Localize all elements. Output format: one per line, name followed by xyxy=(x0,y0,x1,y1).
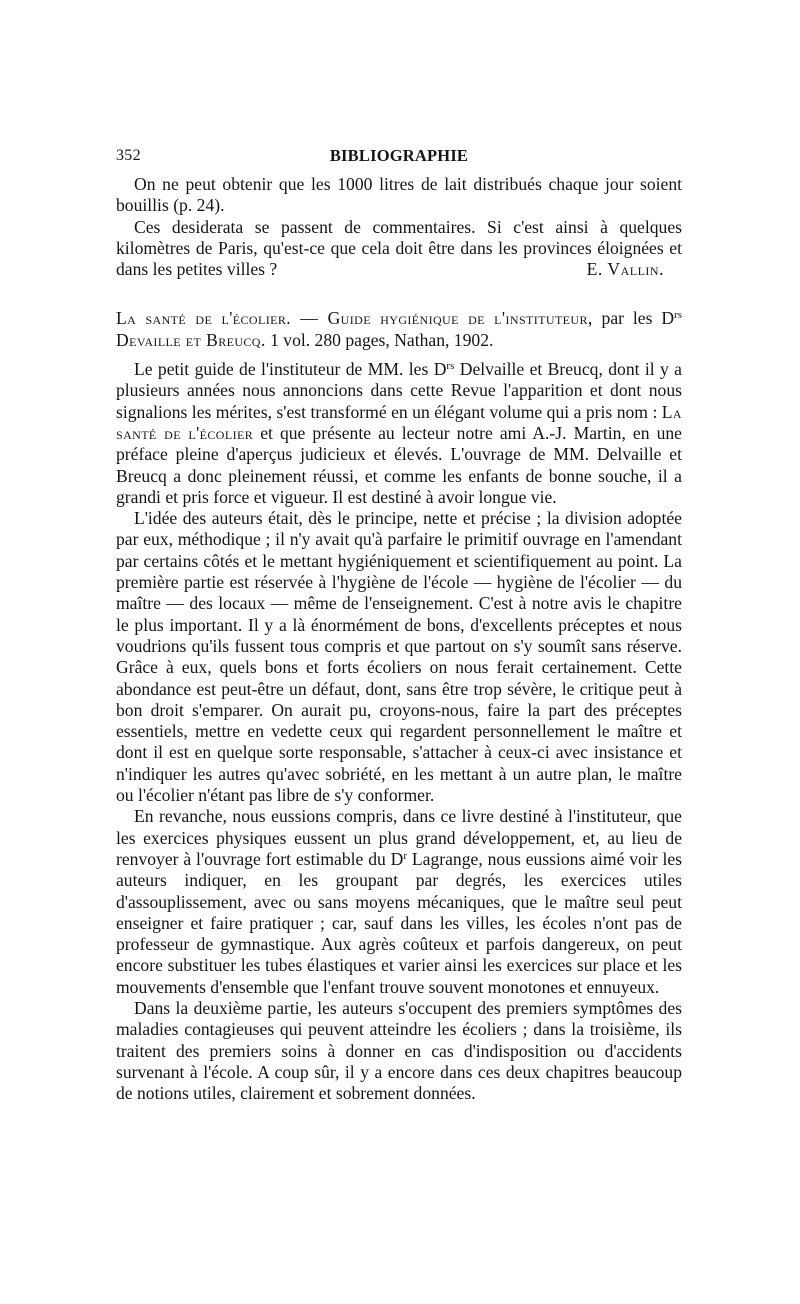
book-title-inline: La santé de l'écolier xyxy=(116,401,682,443)
review-paragraph: Dans la deuxième partie, les auteurs s'occupent des premiers symptômes des maladies contagieuses qui peuvent atteindre les écoliers ; dans la troisième, ils traitent des premiers soins à donner en cas d'indisposition ou d'accidents survenant à l'école. A coup sûr, il y a encore dans ces deux chapitres beaucoup de notions utiles, clairement et sobrement données. xyxy=(116,997,682,1104)
dr-superscript: r xyxy=(403,849,408,862)
review-heading xyxy=(116,308,682,351)
paragraph-text: Le petit guide de l'instituteur de MM. les D xyxy=(134,359,447,380)
paragraph-text: En revanche, nous eussions compris, dans ce livre destiné à l'instituteur, que les exercices physiques eussent un plus grand développement, et, au lieu de renvoyer à l'ouvrage fort estimable du D xyxy=(116,806,682,869)
book-authors: Devaille et Breucq. xyxy=(116,329,266,350)
review-signature: E. Vallin. xyxy=(586,259,664,280)
paragraph-text: Ces desiderata se passent de commentaires. Si c'est ainsi à quelques kilomètres de Paris, qu'est-ce que cela doit être dans les provinces éloignées et dans les petites villes ? xyxy=(116,216,682,280)
by-text: par les xyxy=(601,308,653,329)
book-page xyxy=(116,140,682,1104)
drs-superscript: rs xyxy=(446,360,455,373)
publication-info: 1 vol. 280 pages, Nathan, 1902. xyxy=(270,329,494,350)
page-number: 352 xyxy=(116,147,141,164)
book-title: La santé de l'écolier. — Guide hygiénique de l'instituteur, xyxy=(116,308,593,329)
previous-review-paragraph: On ne peut obtenir que les 1000 litres de lait distribués chaque jour soient bouillis (p. 24). xyxy=(116,174,682,216)
previous-review-paragraph xyxy=(116,217,682,281)
paragraph-text: Delvaille et Breucq, dont il y a plusieurs années nous annoncions dans cette Revue l'apparition et dont nous signalions les mérites, s'est transformé en un élégant volume qui a pris nom : xyxy=(116,359,682,422)
drs-prefix: D xyxy=(661,308,675,329)
paragraph-text: Lagrange, nous eussions aimé voir les auteurs indiquer, en les groupant par degrés, les exercices utiles d'assouplissement, avec ou sans moyens mécaniques, que le maître seul peut enseigner et faire pratiquer ; car, sauf dans les villes, les écoles n'ont pas de professeur de gymnastique. Aux agrès coûteux et parfois dangereux, on peut encore substituer les tubes élastiques et varier ainsi les exercices sur place et les mouvements d'ensemble que l'enfant trouve souvent monotones et ennuyeux. xyxy=(116,848,682,997)
review-paragraph xyxy=(116,359,682,508)
review-paragraph xyxy=(116,806,682,998)
review-paragraph: L'idée des auteurs était, dès le principe, nette et précise ; la division adoptée par eux, méthodique ; il n'y avait qu'à parfaire le primitif ouvrage en l'amendant par certains côtés et le mettant hygiéniquement et scientifiquement au point. La première partie est réservée à l'hygiène de l'école — hygiène de l'écolier — du maître — des locaux — même de l'enseignement. C'est à notre avis le chapitre le plus important. Il y a là énormément de bons, d'excellents préceptes et nous voudrions qu'ils fussent tous compris et que partout on s'y soumît sans réserve. Grâce à eux, quels bons et forts écoliers on nous ferait certainement. Cette abondance est peut-être un défaut, dont, sans être trop sévère, le critique peut à bon droit s'emparer. On aurait pu, croyons-nous, faire la part des préceptes essentiels, mettre en vedette ceux qui regardent personnellement le maître et dont il est en quelque sorte responsable, s'attacher à ceux-ci avec insistance et n'indiquer les autres qu'avec sobriété, en les mettant à un autre plan, le maître ou l'écolier n'étant pas libre de s'y conformer. xyxy=(116,508,682,806)
page-header xyxy=(116,140,682,174)
running-title: BIBLIOGRAPHIE xyxy=(329,146,469,165)
drs-superscript: rs xyxy=(674,309,682,322)
paragraph-text: et que présente au lecteur notre ami A.-J. Martin, en une préface pleine d'aperçus judicieux et élevés. L'ouvrage de MM. Delvaille et Breucq a donc pleinement réussi, et comme les enfants de bonne souche, il a grandi et pris force et vigueur. Il est destiné à avoir longue vie. xyxy=(116,422,682,507)
